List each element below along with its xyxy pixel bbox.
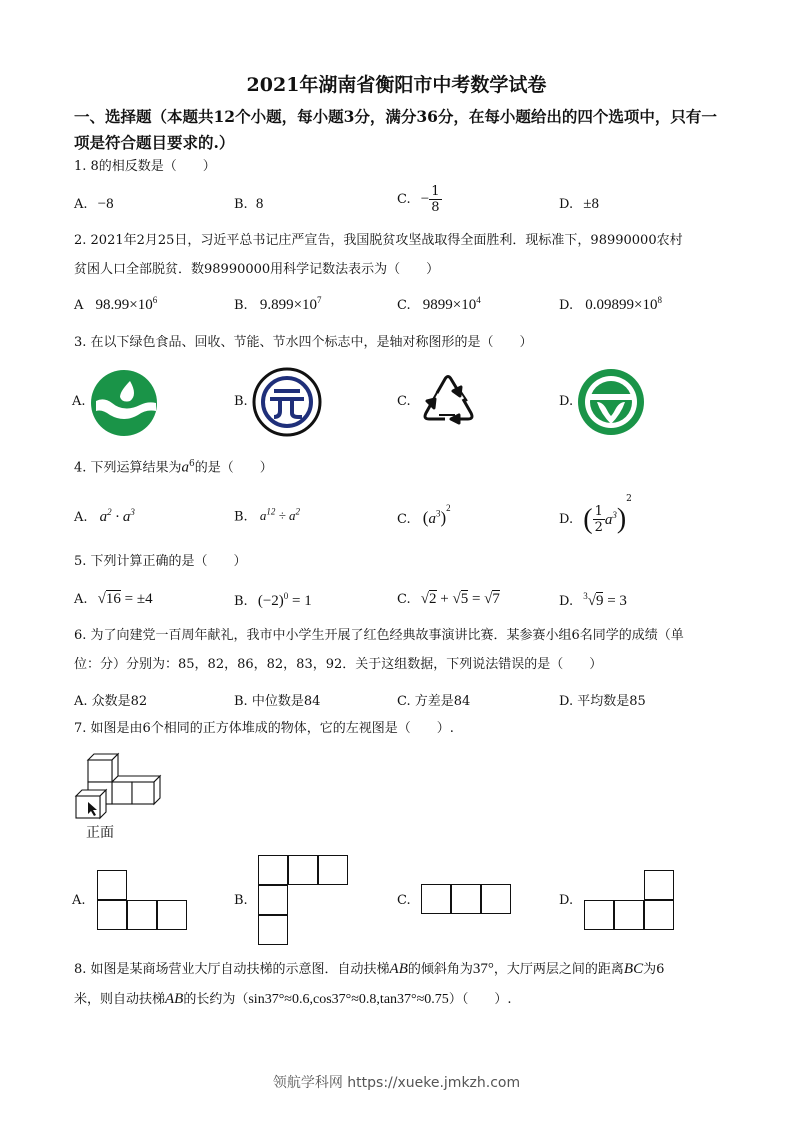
- option-value: 9899×10: [422, 297, 477, 313]
- exponent: 4: [476, 295, 481, 305]
- question-8-line2: 米，则自动扶梯AB的长约为（sin37°≈0.6,cos37°≈0.8,tan37°≈0.75）（ ）.: [74, 991, 512, 1007]
- option-label: C.: [397, 192, 411, 207]
- fraction: $\frac{1}{8}$: [431, 184, 440, 215]
- q3-option-b-label: B.: [234, 394, 248, 409]
- q4-option-a[interactable]: A. $a^2 \cdot a^3$: [74, 507, 135, 525]
- q1-option-b[interactable]: [234, 196, 263, 213]
- q2-option-d[interactable]: [559, 295, 662, 314]
- q4-option-d[interactable]: D. ( $\frac{1}{2}$ $a^3)^2$: [559, 494, 632, 535]
- question-6-line1: 6. 为了向建党一百周年献礼，我市中小学生开展了红色经典故事演讲比赛．某参赛小组6名同学的成绩（单: [74, 628, 684, 643]
- q7-option-a-label: A.: [72, 893, 86, 908]
- question-2-line2: 贫困人口全部脱贫．数98990000用科学记数法表示为（ ）: [74, 262, 440, 277]
- q5-option-c[interactable]: C. √2 + √5 = √7: [397, 591, 500, 607]
- option-label: A: [74, 298, 84, 313]
- q4-option-b[interactable]: B. $a^{12} \div a^2$: [234, 507, 300, 525]
- q7-option-d-label: D.: [559, 893, 574, 908]
- q6-option-c[interactable]: C. 方差是84: [397, 694, 471, 709]
- q1-option-d[interactable]: [559, 196, 599, 213]
- question-2-line1: 2. 2021年2月25日，习近平总书记庄严宣告，我国脱贫攻坚战取得全面胜利．现标准下，98990000农村: [74, 233, 683, 248]
- option-value: −8: [97, 196, 114, 212]
- question-3-stem: 3. 在以下绿色食品、回收、节能、节水四个标志中，是轴对称图形的是（ ）: [74, 335, 533, 350]
- question-4-stem: 4. 下列运算结果为$a^6$的是（ ）: [74, 459, 273, 476]
- q7-option-c-label: C.: [397, 893, 411, 908]
- q2-option-c[interactable]: [397, 295, 481, 314]
- recycle-logo-icon[interactable]: [415, 369, 481, 433]
- q7-option-b-label: B.: [234, 893, 248, 908]
- q7-option-b-view[interactable]: [258, 855, 350, 946]
- option-label: D.: [559, 197, 574, 212]
- q3-option-d-label: D.: [559, 394, 574, 409]
- q7-option-a-view[interactable]: [97, 870, 189, 931]
- option-value: 9.899×10: [259, 297, 318, 313]
- question-8-line1: 8. 如图是某商场营业大厅自动扶梯的示意图．自动扶梯AB的倾斜角为37°，大厅两层之间的距离BC为6: [74, 961, 665, 977]
- q4-option-c[interactable]: C. $(a^3)^2$: [397, 503, 451, 527]
- footer-source: 领航学科网 https://xueke.jmkzh.com: [272, 1075, 521, 1091]
- option-label: C.: [397, 298, 411, 313]
- q3-option-c-label: C.: [397, 394, 411, 409]
- option-value: 8: [255, 196, 264, 212]
- q6-option-b[interactable]: B. 中位数是84: [234, 694, 321, 709]
- option-label: D.: [559, 298, 574, 313]
- front-view-label: 正面: [86, 825, 114, 841]
- option-label: B.: [234, 197, 248, 212]
- exponent: 7: [317, 295, 322, 305]
- q3-option-a-label: A.: [72, 394, 86, 409]
- page-title: 2021年湖南省衡阳市中考数学试卷: [246, 74, 547, 96]
- q1-option-c[interactable]: C. − $\frac{1}{8}$: [397, 184, 440, 215]
- question-5-stem: 5. 下列计算正确的是（ ）: [74, 554, 247, 569]
- q2-option-b[interactable]: [234, 295, 322, 314]
- energy-saving-logo-icon[interactable]: [252, 367, 322, 437]
- option-value: ±8: [583, 196, 599, 212]
- question-6-line2: 位：分）分别为：85，82，86，82，83，92．关于这组数据，下列说法错误的是（ ）: [74, 657, 603, 672]
- option-label: B.: [234, 298, 248, 313]
- section-heading: 一、选择题（本题共12个小题，每小题3分，满分36分，在每小题给出的四个选项中，只有一项是符合题目要求的.）: [74, 107, 717, 152]
- q5-option-a[interactable]: A. √16 = ±4: [74, 591, 153, 607]
- q7-option-c-view[interactable]: [421, 884, 513, 915]
- option-value: 0.09899×10: [585, 297, 658, 313]
- exponent: 8: [657, 295, 662, 305]
- q6-option-d[interactable]: D. 平均数是85: [559, 694, 646, 709]
- q5-option-b[interactable]: B. $(-2)^0 = 1$: [234, 591, 312, 609]
- question-7-stem: 7. 如图是由6个相同的正方体堆成的物体，它的左视图是（ ）.: [74, 721, 454, 736]
- question-1-stem: 1. 8的相反数是（ ）: [74, 159, 216, 174]
- q6-option-a[interactable]: A. 众数是82: [74, 694, 148, 709]
- cube-stack-figure: [74, 750, 174, 822]
- q5-option-d[interactable]: D. $^3$√9 = 3: [559, 591, 627, 609]
- exponent: 6: [152, 295, 158, 305]
- water-saving-logo-icon[interactable]: [577, 368, 645, 436]
- q2-option-a[interactable]: [74, 295, 157, 314]
- q7-option-d-view[interactable]: [584, 870, 676, 931]
- q1-option-a[interactable]: [74, 196, 114, 213]
- green-food-logo-icon[interactable]: [90, 369, 158, 437]
- option-label: A.: [74, 197, 88, 212]
- option-value: 98.99×10: [95, 297, 153, 313]
